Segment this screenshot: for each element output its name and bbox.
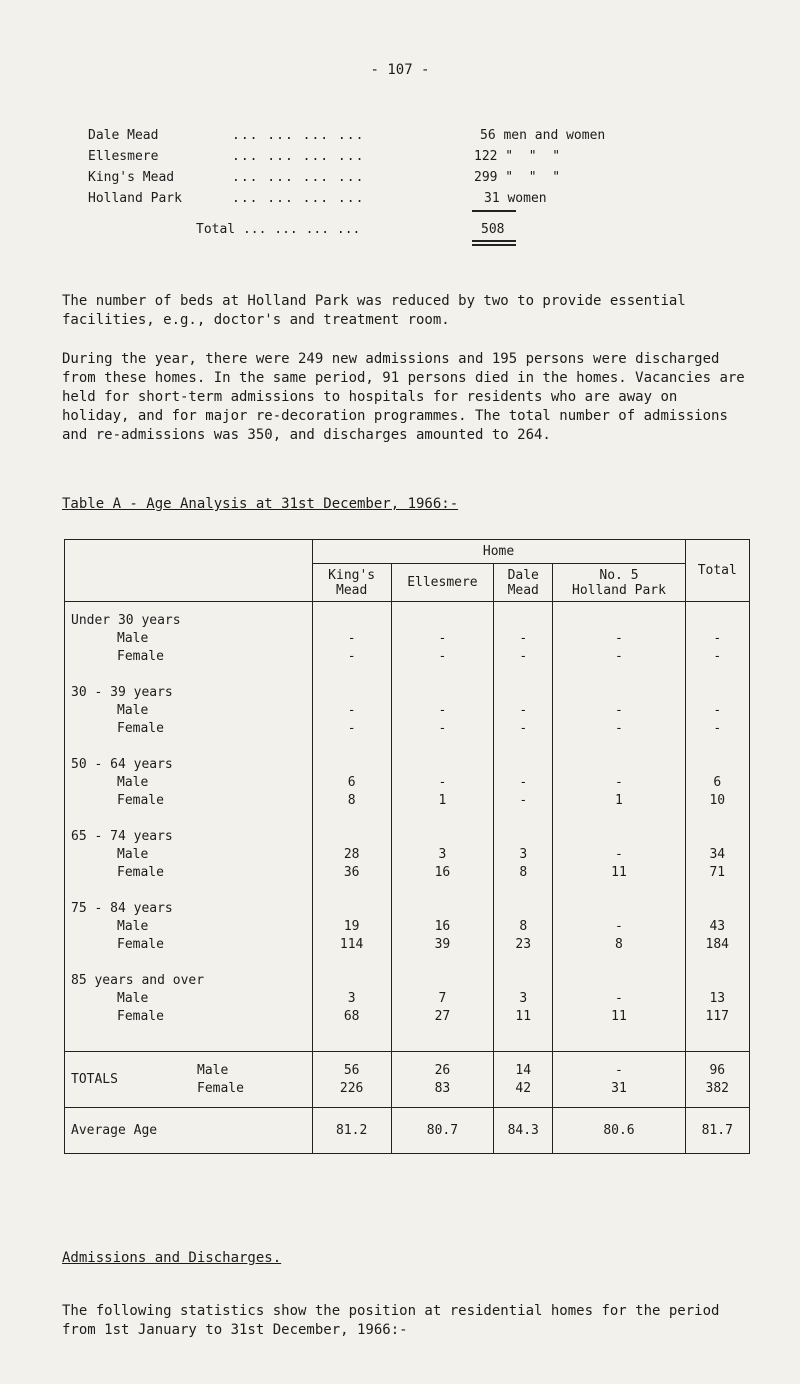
leader-dots: ... ... ... ... <box>232 128 365 143</box>
col-header-ellesmere: Ellesmere <box>391 564 493 602</box>
table-cell: - <box>347 721 356 736</box>
totals-cell: 14 <box>515 1062 532 1078</box>
average-total: 81.7 <box>685 1108 749 1154</box>
home-value: 56 men and women <box>480 128 606 143</box>
home-name: Holland Park <box>88 191 182 206</box>
paragraph-statistics: The following statistics show the position at residential homes for the period from 1st January to 31st December, 1966:- <box>62 1303 720 1338</box>
table-cell: 10 <box>709 793 726 808</box>
totals-cell: 226 <box>339 1080 364 1096</box>
table-cell: 11 <box>515 1009 532 1024</box>
table-cell: - <box>615 775 623 790</box>
table-cell: - <box>615 721 623 736</box>
table-cell: - <box>347 703 356 718</box>
table-cell: - <box>615 703 623 718</box>
table-cell: 1 <box>615 793 623 808</box>
sex-label: Female <box>197 1080 244 1096</box>
age-group-label: 85 years and over <box>71 973 205 988</box>
table-cell: 16 <box>434 919 451 934</box>
home-value: 122 " " " <box>474 149 561 164</box>
sex-label: Male <box>197 1062 229 1078</box>
average-holland-park: 80.6 <box>553 1108 685 1154</box>
table-cell: 43 <box>709 919 726 934</box>
sex-label: Female <box>117 793 164 808</box>
table-cell: - <box>438 649 447 664</box>
table-cell: - <box>519 649 528 664</box>
section-heading: Admissions and Discharges. <box>62 1250 282 1266</box>
sum-rule <box>472 210 516 212</box>
table-cell: - <box>519 793 528 808</box>
home-value: 31 women <box>484 191 547 206</box>
table-cell: 71 <box>709 865 726 880</box>
table-cell: 6 <box>347 775 356 790</box>
holland-park-column <box>553 602 685 1052</box>
average-dale-mead: 84.3 <box>494 1108 553 1154</box>
table-cell: - <box>713 631 722 646</box>
age-group-label: 50 - 64 years <box>71 757 173 772</box>
table-cell: - <box>615 649 623 664</box>
leader-dots: ... ... ... ... <box>232 191 365 206</box>
sex-label: Male <box>117 991 149 1006</box>
table-cell: 11 <box>611 1009 627 1024</box>
table-cell: 8 <box>347 793 356 808</box>
sex-label: Female <box>117 721 164 736</box>
table-cell: - <box>713 649 722 664</box>
totals-total <box>685 1052 749 1108</box>
table-cell: 1 <box>438 793 447 808</box>
age-group-label: 65 - 74 years <box>71 829 173 844</box>
table-cell: 39 <box>434 937 451 952</box>
totals-dale-mead <box>494 1052 553 1108</box>
sex-label: Female <box>117 937 164 952</box>
table-cell: 13 <box>709 991 726 1006</box>
home-name: Dale Mead <box>88 128 159 143</box>
table-cell: - <box>519 721 528 736</box>
sex-label: Male <box>117 775 149 790</box>
totals-ellesmere <box>391 1052 493 1108</box>
table-cell: 184 <box>705 937 729 952</box>
paragraph-beds: The number of beds at Holland Park was reduced by two to provide essential facilities, e.g., doctor's and treatment room. <box>62 293 686 328</box>
table-cell: 34 <box>709 847 726 862</box>
table-cell: 11 <box>611 865 627 880</box>
age-analysis-table <box>64 539 750 1154</box>
table-cell: 36 <box>343 865 360 880</box>
sex-label: Female <box>117 1009 164 1024</box>
totals-cell: 96 <box>709 1062 726 1078</box>
double-rule-top <box>472 240 516 242</box>
table-cell: - <box>615 631 623 646</box>
average-age-label: Average Age <box>65 1108 313 1154</box>
table-cell: 8 <box>615 937 623 952</box>
totals-label-cell <box>65 1052 313 1108</box>
dale-mead-column <box>494 602 553 1052</box>
totals-cell: 83 <box>434 1080 451 1096</box>
table-title: Table A - Age Analysis at 31st December, 1966:- <box>62 496 459 512</box>
totals-label: TOTALS <box>71 1071 118 1087</box>
sex-label: Female <box>117 865 164 880</box>
kings-mead-column <box>312 602 391 1052</box>
sex-label: Male <box>117 703 149 718</box>
sex-label: Female <box>117 649 164 664</box>
totals-cell: 382 <box>705 1080 729 1096</box>
totals-cell: 56 <box>343 1062 360 1078</box>
table-cell: - <box>438 775 447 790</box>
table-cell: - <box>519 703 528 718</box>
col-header-holland-park: No. 5 Holland Park <box>553 564 685 602</box>
home-name: King's Mead <box>88 170 175 185</box>
table-cell: 28 <box>343 847 360 862</box>
total-label: Total ... ... ... ... <box>196 222 361 237</box>
home-name: Ellesmere <box>88 149 159 164</box>
totals-kings-mead <box>312 1052 391 1108</box>
ellesmere-column <box>391 602 493 1052</box>
table-cell: 8 <box>519 919 528 934</box>
header-blank <box>65 540 313 602</box>
totals-cell: 26 <box>434 1062 451 1078</box>
table-cell: 7 <box>438 991 447 1006</box>
table-cell: 3 <box>519 847 528 862</box>
totals-cell: 31 <box>611 1080 627 1096</box>
sex-label: Male <box>117 631 149 646</box>
totals-holland-park <box>553 1052 685 1108</box>
table-cell: 117 <box>705 1009 729 1024</box>
table-cell: - <box>347 631 356 646</box>
table-cell: 3 <box>519 991 528 1006</box>
table-cell: - <box>713 703 722 718</box>
leader-dots: ... ... ... ... <box>232 170 365 185</box>
page-number: - 107 - <box>370 62 430 78</box>
average-kings-mead: 81.2 <box>312 1108 391 1154</box>
sex-label: Male <box>117 847 149 862</box>
table-cell: - <box>713 721 722 736</box>
table-cell: 23 <box>515 937 532 952</box>
home-value: 299 " " " <box>474 170 561 185</box>
col-header-kings-mead: King's Mead <box>312 564 391 602</box>
table-cell: 3 <box>438 847 447 862</box>
age-group-label: Under 30 years <box>71 613 181 628</box>
table-cell: 27 <box>434 1009 451 1024</box>
table-cell: 8 <box>519 865 528 880</box>
table-cell: 114 <box>339 937 364 952</box>
age-group-label: 75 - 84 years <box>71 901 173 916</box>
table-cell: - <box>615 991 623 1006</box>
double-rule-bottom <box>472 244 516 246</box>
totals-cell: 42 <box>515 1080 532 1096</box>
table-cell: - <box>347 649 356 664</box>
leader-dots: ... ... ... ... <box>232 149 365 164</box>
age-labels-column <box>65 602 313 1052</box>
table-cell: - <box>438 631 447 646</box>
table-cell: - <box>519 775 528 790</box>
table-cell: 68 <box>343 1009 360 1024</box>
table-cell: - <box>615 847 623 862</box>
table-cell: 3 <box>347 991 356 1006</box>
total-header: Total <box>685 540 749 602</box>
table-cell: - <box>438 721 447 736</box>
table-cell: 6 <box>713 775 722 790</box>
table-cell: 19 <box>343 919 360 934</box>
col-header-dale-mead: Dale Mead <box>494 564 553 602</box>
totals-cell: - <box>615 1062 623 1078</box>
total-column <box>685 602 749 1052</box>
table-cell: - <box>615 919 623 934</box>
table-cell: - <box>519 631 528 646</box>
home-header: Home <box>312 540 685 564</box>
sex-label: Male <box>117 919 149 934</box>
total-value: 508 <box>481 222 505 237</box>
table-cell: 16 <box>434 865 451 880</box>
paragraph-admissions: During the year, there were 249 new admissions and 195 persons were discharged from these homes. In the same period, 91 persons died in the homes. Vacancies are held for short-term admissions to hospitals for residents who are away on holiday, and for major re-decoration programmes. The total number of admissions and re-admissions was 350, and discharges amounted to 264. <box>62 351 745 443</box>
age-group-label: 30 - 39 years <box>71 685 173 700</box>
average-ellesmere: 80.7 <box>391 1108 493 1154</box>
table-cell: - <box>438 703 447 718</box>
